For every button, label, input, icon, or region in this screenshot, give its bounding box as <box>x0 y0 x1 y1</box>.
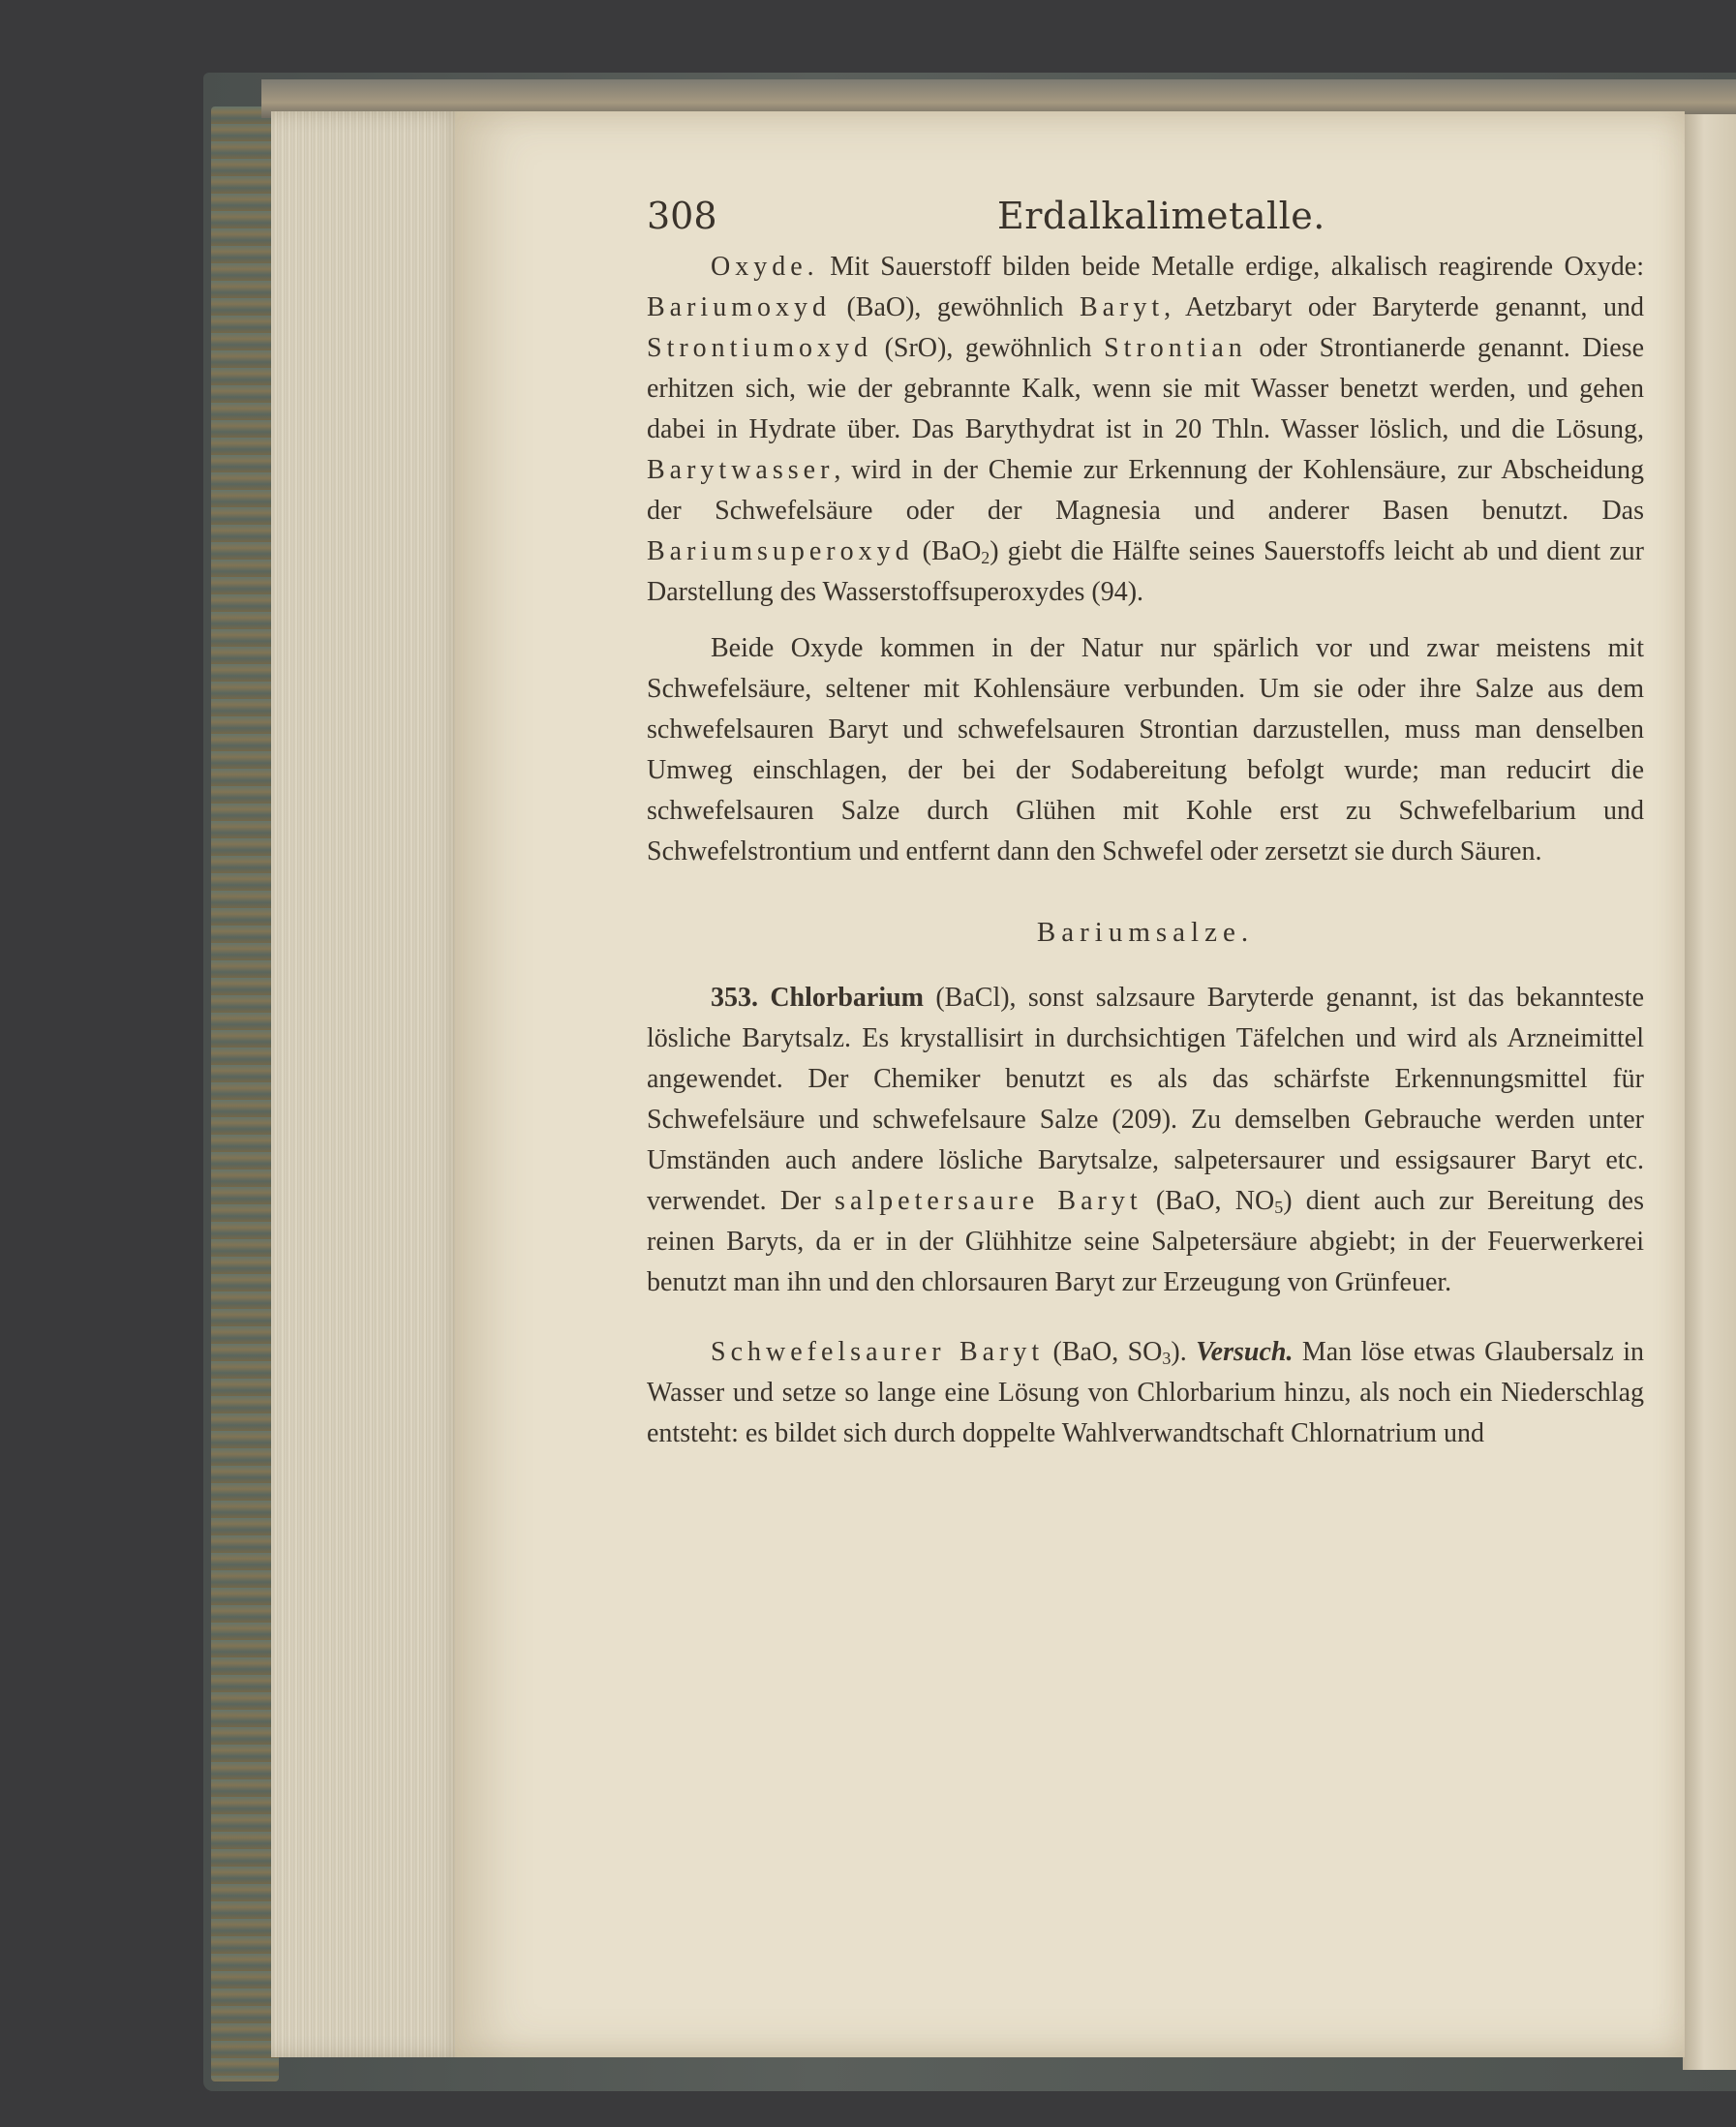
text: ). <box>1171 1337 1197 1367</box>
subscript: 5 <box>1274 1198 1284 1217</box>
text: (BaO, NO <box>1142 1186 1275 1216</box>
text: (BaO, SO <box>1044 1337 1163 1367</box>
page-number: 308 <box>647 195 717 237</box>
running-title: Erdalkalimetalle. <box>997 195 1325 237</box>
section-number: 353. <box>711 983 758 1013</box>
running-header <box>647 189 1644 247</box>
subscript: 3 <box>1162 1349 1172 1368</box>
page-text <box>647 189 1644 1454</box>
term-versuch: Versuch. <box>1196 1337 1294 1367</box>
text: (BaO), gewöhnlich <box>831 292 1080 322</box>
term-salpetersaure-baryt: salpetersaure Baryt <box>835 1186 1142 1216</box>
term-oxyde: Oxyde. <box>711 252 819 282</box>
text: , Aetzbaryt oder Baryterde genannt, und <box>1164 292 1644 322</box>
text: Man löse etwas Glaubersalz in Wasser und setze so lange eine Lösung von Chlorbarium hinzu, als noch ein Niederschlag entsteht: es bildet sich durch doppelte Wahlverwandtschaft Chlornatrium und <box>647 1337 1644 1448</box>
term-bariumsuperoxyd: Bariumsuperoxyd <box>647 536 914 566</box>
term-strontian: Strontian <box>1104 333 1247 363</box>
facing-page-edge <box>1683 114 1736 2070</box>
term-bariumoxyd: Bariumoxyd <box>647 292 831 322</box>
term-barytwasser: Barytwasser <box>647 455 835 485</box>
section-heading: Bariumsalze. <box>1036 917 1255 948</box>
book-spine <box>211 106 279 2081</box>
term-chlorbarium: Chlorbarium <box>770 983 925 1013</box>
subscript: 2 <box>981 548 990 567</box>
paragraph-oxyde <box>647 247 1644 613</box>
text: ) giebt die Hälfte seines Sauerstoffs leicht ab und dient zur Darstellung des Wasserstoffsuperoxydes (94). <box>647 536 1644 607</box>
text: oder Strontianerde genannt. Diese erhitzen sich, wie der gebrannte Kalk, wenn sie mit Wasser benetzt werden, und gehen dabei in Hydrate über. Das Barythydrat ist in 20 Thln. Wasser löslich, und die Lösung, <box>647 333 1645 444</box>
page-block-edges <box>271 111 465 2057</box>
text: Mit Sauerstoff bilden beide Metalle erdige, alkalisch reagirende Oxyde: <box>818 252 1644 282</box>
term-schwefelsaurer-baryt: Schwefelsaurer Baryt <box>711 1337 1045 1367</box>
text: (BaCl), sonst salzsaure Baryterde genannt, ist das bekannteste lösliche Barytsalz. Es krystallisirt in durchsichtigen Täfelchen und wird als Arzneimittel angewendet. Der Chemiker benutzt es als das schärfste Erkennungsmittel für Schwefelsäure und schwefelsaure Salze (209). Zu demselben Gebrauche werden unter Umständen auch andere lösliche Barytsalze, salpetersaurer und essigsaurer Baryt etc. verwendet. Der <box>647 983 1644 1216</box>
term-baryt: Baryt <box>1079 292 1165 322</box>
paragraph-beide-oxyde: Beide Oxyde kommen in der Natur nur spärlich vor und zwar meistens mit Schwefelsäure, seltener mit Kohlensäure verbunden. Um sie oder ihre Salze aus dem schwefelsauren Baryt und schwefelsauren Strontian darzustellen, muss man denselben Umweg einschlagen, der bei der Sodabereitung befolgt wurde; man reducirt die schwefelsauren Salze durch Glühen mit Kohle erst zu Schwefelbarium und Schwefelstrontium und entfernt dann den Schwefel oder zersetzt sie durch Säuren. <box>647 633 1644 866</box>
text: ) dient auch zur Bereitung des reinen Baryts, da er in der Glühhitze seine Salpetersäure abgiebt; in der Feuerwerkerei benutzt man ihn und den chlorsauren Baryt zur Erzeugung von Grünfeuer. <box>647 1186 1644 1297</box>
term-strontiumoxyd: Strontiumoxyd <box>647 333 873 363</box>
paragraph-chlorbarium <box>647 978 1644 1303</box>
text: (SrO), gewöhnlich <box>872 333 1105 363</box>
text: , wird in der Chemie zur Erkennung der Kohlensäure, zur Abscheidung der Schwefelsäure oder der Magnesia und anderer Basen benutzt. Das <box>647 455 1644 526</box>
paragraph-schwefelsaurer-baryt <box>647 1332 1644 1454</box>
text: (BaO <box>913 536 982 566</box>
